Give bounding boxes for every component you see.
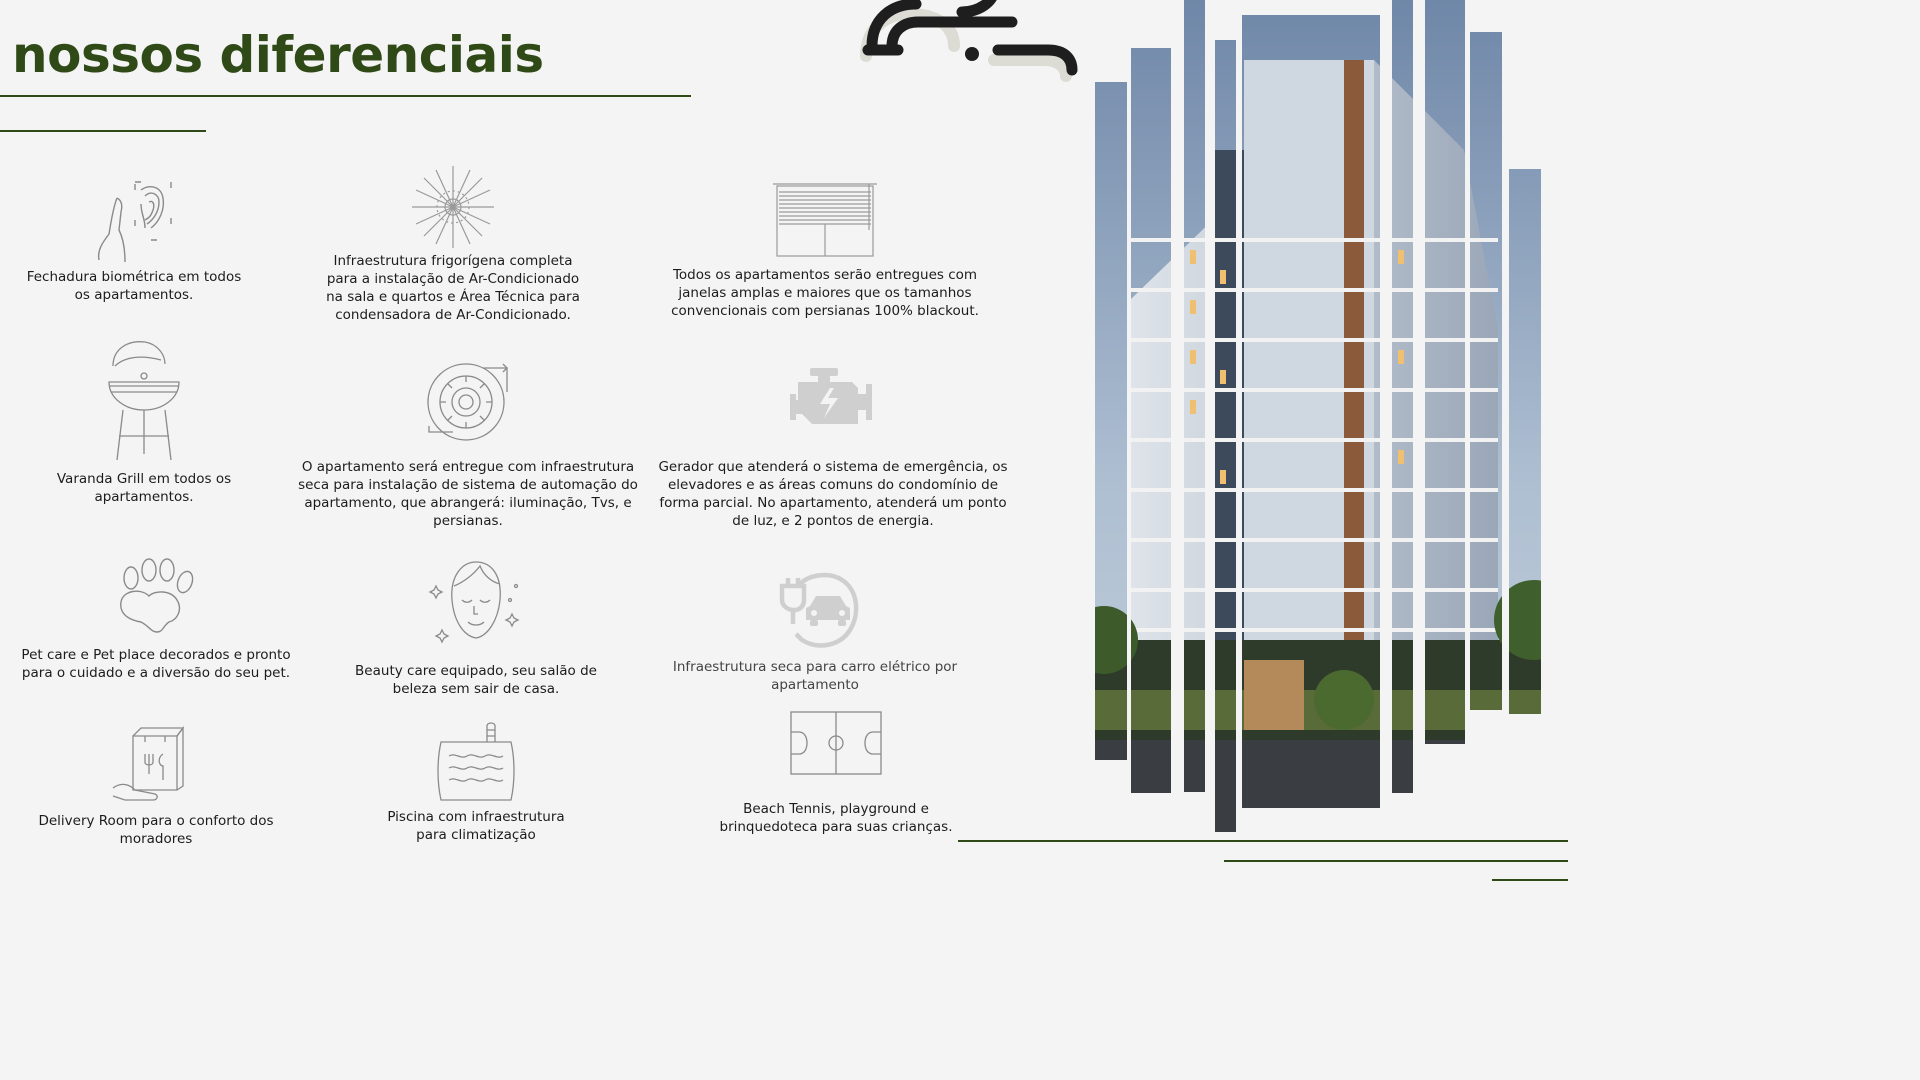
feature-beauty-care — [338, 556, 614, 698]
feature-windows-blinds — [660, 180, 990, 320]
feature-text: Beach Tennis, playground e brinquedoteca para suas crianças. — [719, 801, 953, 835]
fingerprint-icon — [89, 178, 179, 268]
feature-text: Infraestrutura seca para carro elétrico por apartamento — [672, 659, 958, 693]
automation-gear-icon — [423, 356, 513, 446]
feature-text: Todos os apartamentos serão entregues com janelas amplas e maiores que os tamanhos convencionais com persianas 100% blackout. — [671, 267, 979, 319]
feature-text: O apartamento será entregue com infraestrutura seca para instalação de sistema de automação do apartamento, que abrangerá: iluminação, Tvs, e persianas. — [298, 459, 638, 529]
generator-icon — [788, 364, 878, 440]
feature-pool — [376, 720, 576, 844]
feature-text: Gerador que atenderá o sistema de emergência, os elevadores e as áreas comuns do condomínio de forma parcial. No apartamento, atenderá um ponto de luz, e 2 pontos de energia. — [658, 459, 1008, 529]
delivery-bag-icon — [111, 724, 201, 802]
feature-text: Beauty care equipado, seu salão de beleza sem sair de casa. — [355, 663, 597, 697]
building-image — [1094, 0, 1568, 882]
pool-icon — [431, 720, 521, 804]
feature-air-conditioning — [318, 162, 588, 324]
feature-pet-care — [18, 556, 294, 682]
beauty-face-icon — [428, 556, 524, 646]
feature-electric-car — [660, 570, 970, 694]
grill-icon — [99, 336, 189, 464]
feature-generator — [652, 364, 1014, 530]
bottom-divider-1 — [958, 840, 1568, 842]
court-icon — [789, 710, 883, 778]
feature-automation — [290, 356, 646, 530]
feature-text: Pet care e Pet place decorados e pronto para o cuidado e a diversão do seu pet. — [21, 647, 291, 681]
snowflake-icon — [408, 162, 498, 252]
feature-text: Piscina com infraestrutura para climatização — [387, 809, 565, 843]
window-blinds-icon — [773, 180, 877, 260]
bottom-divider-2 — [1224, 860, 1568, 862]
electric-car-plug-icon — [770, 570, 860, 650]
feature-text: Delivery Room para o conforto dos moradores — [38, 813, 274, 847]
feature-text: Fechadura biométrica em todos os apartamentos. — [26, 269, 242, 303]
feature-delivery-room — [26, 724, 286, 848]
title-underline — [0, 95, 691, 97]
page-title: nossos diferenciais — [12, 26, 544, 84]
short-divider — [0, 130, 206, 132]
bottom-divider-3 — [1492, 879, 1568, 881]
feature-biometric-lock — [14, 178, 254, 304]
feature-text: Varanda Grill em todos os apartamentos. — [56, 471, 232, 505]
feature-text: Infraestrutura frigorígena completa para a instalação de Ar-Condicionado na sala e quartos e Área Técnica para condensadora de Ar-Condicionado. — [326, 253, 580, 323]
paw-icon — [111, 556, 201, 638]
feature-grill-balcony — [36, 336, 252, 506]
feature-beach-tennis — [704, 710, 968, 836]
brand-logo — [858, 0, 1080, 84]
